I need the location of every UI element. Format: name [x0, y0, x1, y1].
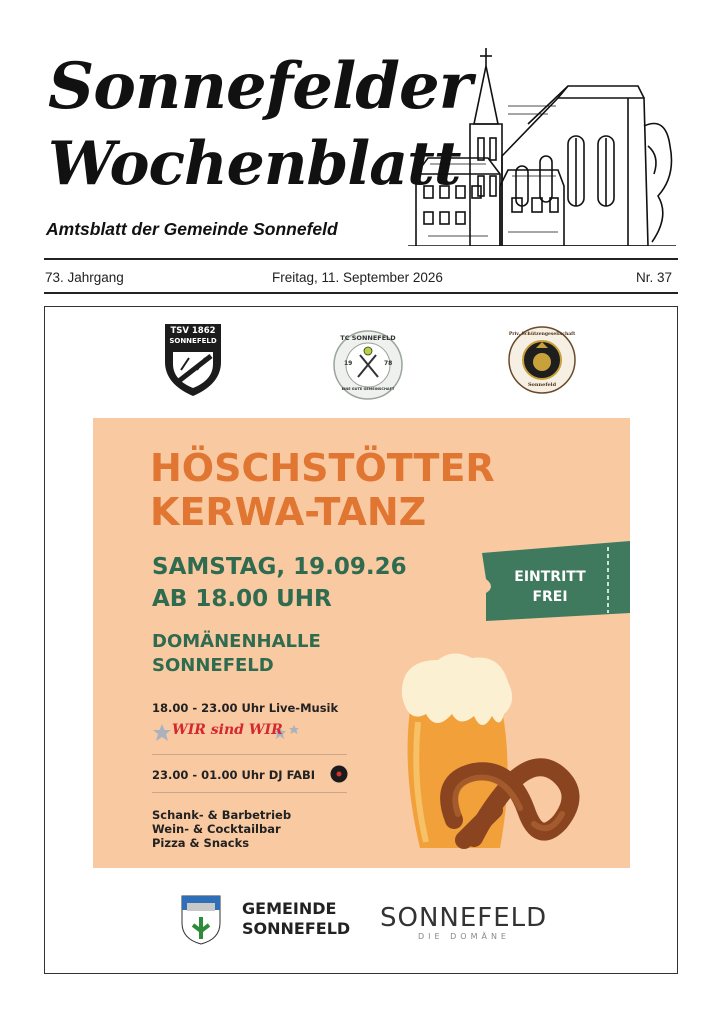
schuetzen-bottom-text: Sonnefeld: [527, 382, 557, 388]
gemeinde-line2: SONNEFELD: [242, 919, 351, 938]
issue-date: Freitag, 11. September 2026: [272, 270, 443, 285]
domaene-sub: DIE DOMÄNE: [418, 932, 510, 941]
masthead-subtitle: Amtsblatt der Gemeinde Sonnefeld: [46, 219, 338, 239]
tsv-line1: TSV 1862: [170, 326, 216, 336]
dj-time: 23.00 - 01.00 Uhr DJ FABI: [152, 768, 316, 782]
masthead-title-line2: Wochenblatt: [48, 129, 461, 199]
service-line2: Wein- & Cocktailbar: [152, 822, 281, 836]
music-time: 18.00 - 23.00 Uhr Live-Musik: [152, 701, 339, 715]
tc-year-right: 78: [384, 360, 393, 367]
church-illustration: [408, 46, 676, 246]
tc-bottom-text: EINE GUTE GEMEINSCHAFT: [341, 387, 395, 391]
gemeinde-line1: GEMEINDE: [242, 899, 337, 918]
tc-year-left: 19: [344, 360, 353, 367]
coat-of-arms-icon: [181, 895, 221, 945]
tc-logo: [332, 329, 404, 401]
bottom-rule: [44, 292, 678, 294]
pretzel-icon: [434, 750, 584, 854]
issue-volume: 73. Jahrgang: [45, 270, 124, 285]
poster-venue-line2: SONNEFELD: [152, 655, 274, 676]
poster-date-line1: SAMSTAG, 19.09.26: [152, 554, 407, 580]
poster-title-line2: KERWA-TANZ: [150, 490, 427, 534]
schuetzen-ring-text: Priv. Schützengesellschaft: [508, 332, 576, 337]
issue-number: Nr. 37: [636, 270, 673, 285]
top-rule: [44, 258, 678, 260]
program-separator-2: [152, 792, 347, 793]
poster-venue-line1: DOMÄNENHALLE: [152, 631, 321, 652]
domaene-name: SONNEFELD: [380, 903, 548, 933]
service-line3: Pizza & Snacks: [152, 836, 250, 850]
band-name: WIR sind WIR: [172, 722, 283, 738]
ticket-line2: FREI: [532, 589, 568, 605]
poster-title-line1: HÖSCHSTÖTTER: [150, 446, 495, 490]
poster-date-line2: AB 18.00 UHR: [152, 586, 332, 612]
tc-ring-text: TC SONNEFELD: [340, 334, 396, 342]
tsv-logo: [163, 322, 223, 398]
masthead-title-line1: Sonnefelder: [48, 49, 472, 124]
ticket-line1: EINTRITT: [514, 569, 586, 585]
service-line1: Schank- & Barbetrieb: [152, 808, 292, 822]
program-separator-1: [152, 754, 347, 755]
tsv-line2: SONNEFELD: [169, 337, 217, 345]
vinyl-record-icon: [330, 765, 348, 783]
schuetzen-logo: [508, 326, 576, 394]
